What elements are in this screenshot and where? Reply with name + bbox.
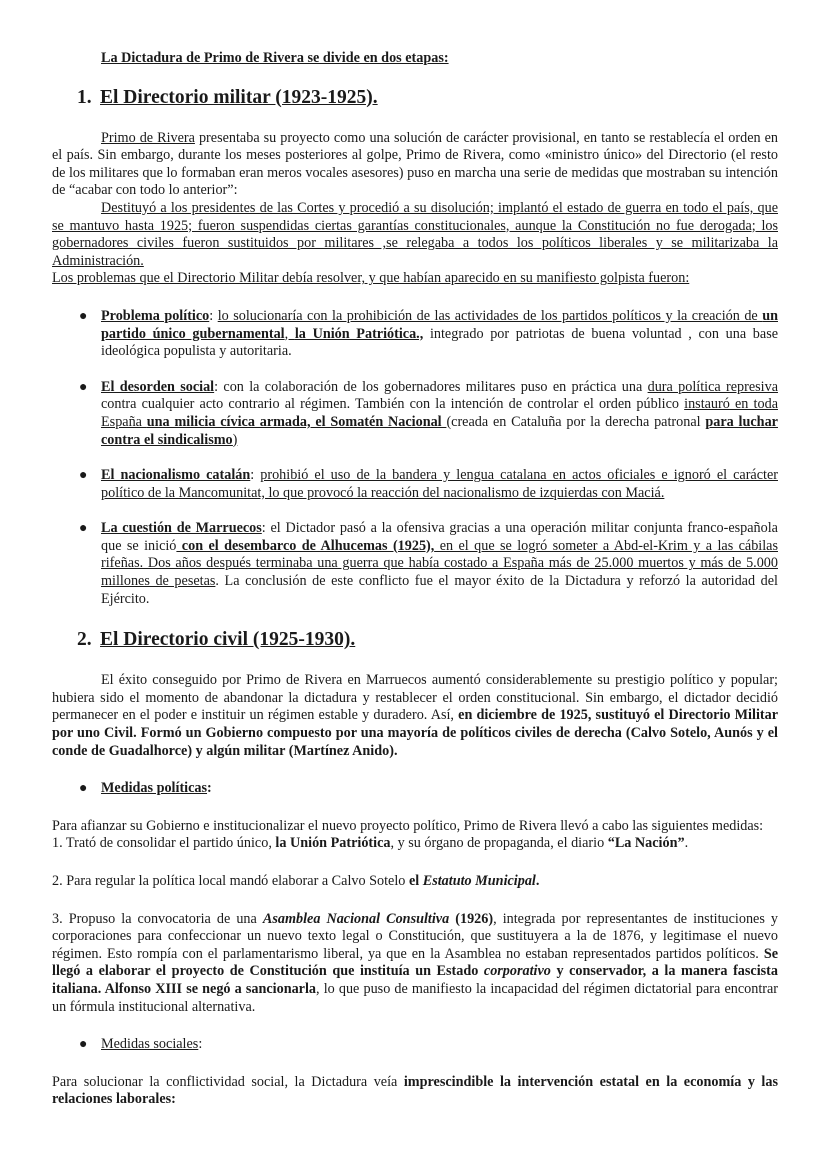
bullet-icon: ● <box>79 1037 88 1053</box>
text-run: , integrada por representantes de instituciones y corporaciones para confeccionar un nuevo texto legal o Constitución, que sustituyera a la de 1876, y legitimase el nuevo régimen. Esto rompía con el parlamentarismo liberal, ya que en la Asamblea no estaban representados partidos políticos. <box>52 910 779 962</box>
text-run: 1. Trató de consolidar el partido único, <box>52 835 276 852</box>
text-run: lo solucionaría con la prohibición de las actividades de los partidos políticos y la creación de <box>217 307 763 324</box>
text-run: , y su órgano de propaganda, el diario <box>390 835 608 852</box>
section-2-number: 2. <box>77 629 92 651</box>
text-run: Primo de Rivera <box>101 129 195 146</box>
text-run: . <box>535 873 540 889</box>
text-run: la Unión Patriótica <box>275 835 391 852</box>
text-run: “La Nación” <box>607 835 685 852</box>
medida-politica-1 <box>52 835 778 853</box>
text-run: El desorden social <box>101 378 215 395</box>
text-run: Para afianzar su Gobierno e institucionalizar el nuevo proyecto político, Primo de Rivera llevó a cabo las siguientes medidas: <box>52 817 764 834</box>
text-run: el <box>408 873 423 889</box>
text-run: presentaba su proyecto como una solución de carácter provisional, en tanto se restablecía el orden en el país. Sin embargo, durante los meses posteriores al golpe, Primo de Rivera, como «ministro único» del Directorio (el resto de los militares que lo formaban eran meros vocales asesores) puso en marcha una serie de medidas que mostraban su intención de “acabar con todo lo anterior”: <box>52 129 778 199</box>
list-item-text <box>101 780 212 796</box>
text-run: : con la colaboración de los gobernadores militares puso en práctica una <box>214 378 648 395</box>
medidas-politicas-heading-list <box>52 780 778 798</box>
text-run: la Unión Patriótica., <box>294 325 424 342</box>
text-run: prohibió el uso de la bandera y lengua catalana en actos oficiales e ignoró el carácter político de la Mancomunitat, lo que provocó la reacción del nacionalismo de izquierdas con Maciá. <box>101 467 778 501</box>
list-gap <box>52 449 778 467</box>
text-run: El éxito conseguido por Primo de Rivera en Marruecos aumentó considerablemente su prestigio político y popular; hubiera sido el momento de abandonar la dictadura y restablecer el orden constitucional. Sin embargo, el dictador decidió permanecer en el poder e instituir un régimen estable y duradero. Así, <box>52 672 778 724</box>
bullet-icon: ● <box>79 781 88 797</box>
text-run: en el que se logró someter a Abd-el-Krim y a las cábilas rifeñas. Dos años después terminaba una guerra que había costado a España más de 25.000 muertos y más de 5.000 millones de pesetas <box>101 537 778 590</box>
bullet-icon: ● <box>79 521 88 537</box>
problems-list <box>52 308 778 608</box>
list-item-cuestion-marruecos <box>52 520 778 608</box>
text-run: contra cualquier acto contrario al régimen. También con la intención de controlar el orden público <box>101 396 685 413</box>
text-run: Problema político <box>101 307 210 324</box>
list-item-medidas-sociales <box>52 1036 778 1054</box>
section-1-paragraph-problems <box>52 270 778 288</box>
section-1-paragraph-measures <box>52 200 778 270</box>
text-run: integrado por patriotas de buena voluntad , con una base ideológica populista y autoritaria. <box>101 325 779 360</box>
bullet-icon: ● <box>79 308 88 324</box>
list-gap <box>52 502 778 520</box>
list-item-text <box>101 1036 202 1052</box>
intro-title: La Dictadura de Primo de Rivera se divide en dos etapas: <box>101 50 449 66</box>
section-1-paragraph-intro <box>52 130 778 200</box>
section-1-title: El Directorio militar (1923-1925). <box>100 86 378 108</box>
text-run: dura política represiva <box>647 378 778 395</box>
text-run: Los problemas que el Directorio Militar debía resolver, y que habían aparecido en su manifiesto golpista fueron: <box>52 270 690 287</box>
bullet-icon: ● <box>79 379 88 395</box>
text-run: un partido único gubernamental <box>101 307 778 342</box>
text-run: : <box>198 1036 203 1053</box>
section-2-title: El Directorio civil (1925-1930). <box>100 629 356 651</box>
text-run: : el Dictador pasó a la ofensiva gracias a una operación militar conjunta franco-española que se inició <box>101 520 778 554</box>
text-run: Se llegó a elaborar el proyecto de Constitución que instituía un Estado <box>52 945 778 980</box>
text-run: una milicia cívica armada, el Somatén Nacional <box>146 413 447 430</box>
text-run: Para solucionar la conflictividad social, la Dictadura veía <box>52 1073 404 1090</box>
list-item-text <box>101 520 778 606</box>
text-run: en diciembre de 1925, sustituyó el Directorio Militar por uno Civil. Formó un Gobierno compuesto por una mayoría de políticos civiles de derecha (Calvo Sotelo, Aunós y el conde de Guadalhorce) y algún militar (Martínez Anido). <box>52 707 778 759</box>
text-run: El nacionalismo catalán <box>101 467 251 484</box>
text-run: , <box>284 325 295 342</box>
text-run: : <box>250 467 261 484</box>
text-run: (creada en Cataluña por la derecha patronal <box>446 413 706 430</box>
text-run: Medidas políticas <box>101 780 208 797</box>
text-run: : <box>209 307 218 324</box>
medidas-sociales-intro <box>52 1074 778 1109</box>
text-run: Asamblea Nacional Consultiva <box>262 910 450 927</box>
list-item-medidas-politicas <box>52 780 778 798</box>
section-1-number: 1. <box>77 86 92 108</box>
section-2-heading <box>52 628 778 652</box>
text-run: ) <box>232 431 238 448</box>
section-1-heading <box>52 86 778 110</box>
text-run: instauró en toda España <box>101 396 778 430</box>
text-run: La cuestión de Marruecos <box>101 520 262 537</box>
medida-politica-2 <box>52 873 778 891</box>
list-gap <box>52 361 778 379</box>
text-run: Destituyó a los presidentes de las Cortes y procedió a su disolución; implantó el estado de guerra en todo el país, que se mantuvo hasta 1925; fueron suspendidas ciertas garantías constitucionales, aunque la Constitución no fue derogada; los gobernadores civiles fueron sustituidos por militares ,se relegaba a todos los políticos liberales y se militarizaba la Administración. <box>52 199 778 269</box>
document-page <box>52 50 778 1109</box>
list-item-text <box>101 379 778 448</box>
text-run: Medidas sociales <box>101 1036 199 1053</box>
medidas-politicas-intro <box>52 818 778 836</box>
list-item-text <box>101 467 778 501</box>
list-item-nacionalismo-catalan <box>52 467 778 502</box>
text-run: . <box>684 835 689 852</box>
text-run: y conservador, a la manera fascista italiana. Alfonso XIII se negó a sancionarla <box>52 963 778 997</box>
list-item-problema-politico <box>52 308 778 361</box>
text-run: Estatuto Municipal <box>422 873 536 889</box>
text-run: imprescindible la intervención estatal en la economía y las relaciones laborales: <box>52 1073 778 1108</box>
text-run: : <box>207 780 212 797</box>
list-item-text <box>101 308 778 359</box>
section-2-paragraph-intro <box>52 672 778 760</box>
text-run: , lo que puso de manifiesto la incapacidad del régimen dictatorial para encontrar un fórmula institucional alternativa. <box>52 980 779 1015</box>
text-run: . La conclusión de este conflicto fue el mayor éxito de la Dictadura y reforzó la autoridad del Ejército. <box>101 573 778 607</box>
text-run: con el desembarco de Alhucemas (1925), <box>176 537 435 554</box>
text-run: (1926) <box>449 910 494 927</box>
text-run: corporativo <box>483 963 551 980</box>
medidas-sociales-heading-list <box>52 1036 778 1054</box>
text-run: 3. Propuso la convocatoria de una <box>52 910 263 927</box>
medida-politica-3 <box>52 911 778 1017</box>
list-item-desorden-social <box>52 379 778 449</box>
text-run: 2. Para regular la política local mandó elaborar a Calvo Sotelo <box>52 873 409 889</box>
bullet-icon: ● <box>79 468 88 484</box>
text-run: para luchar contra el sindicalismo <box>101 413 778 448</box>
